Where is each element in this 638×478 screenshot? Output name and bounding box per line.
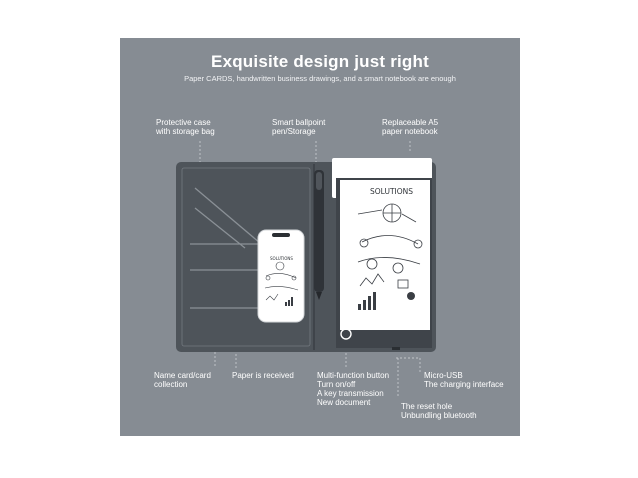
phone xyxy=(258,230,304,322)
phone-heading: SOLUTIONS xyxy=(270,256,293,261)
callout-notebook: Replaceable A5 paper notebook xyxy=(382,118,439,136)
notebook-page xyxy=(340,180,430,330)
callout-reset-hole: The reset hole Unbundling bluetooth xyxy=(401,402,477,420)
page-subtitle: Paper CARDS, handwritten business drawings, and a smart notebook are enough xyxy=(184,74,456,83)
callout-paper-received: Paper is received xyxy=(232,371,294,380)
callout-micro-usb: Micro-USB The charging interface xyxy=(424,371,504,389)
notebook-heading: SOLUTIONS xyxy=(370,187,414,196)
pen-cap-detail xyxy=(316,172,322,190)
micro-usb-port xyxy=(392,347,400,350)
callout-protective-case: Protective case with storage bag xyxy=(156,118,215,136)
page-title: Exquisite design just right xyxy=(211,52,429,71)
product-panel xyxy=(120,38,520,436)
callout-ballpoint-pen: Smart ballpoint pen/Storage xyxy=(272,118,326,136)
callout-name-card: Name card/card collection xyxy=(154,371,211,389)
notebook-sketch-dot xyxy=(407,292,415,300)
callout-multi-function: Multi-function button Turn on/off A key transmission New document xyxy=(317,371,390,407)
phone-notch xyxy=(272,233,290,237)
